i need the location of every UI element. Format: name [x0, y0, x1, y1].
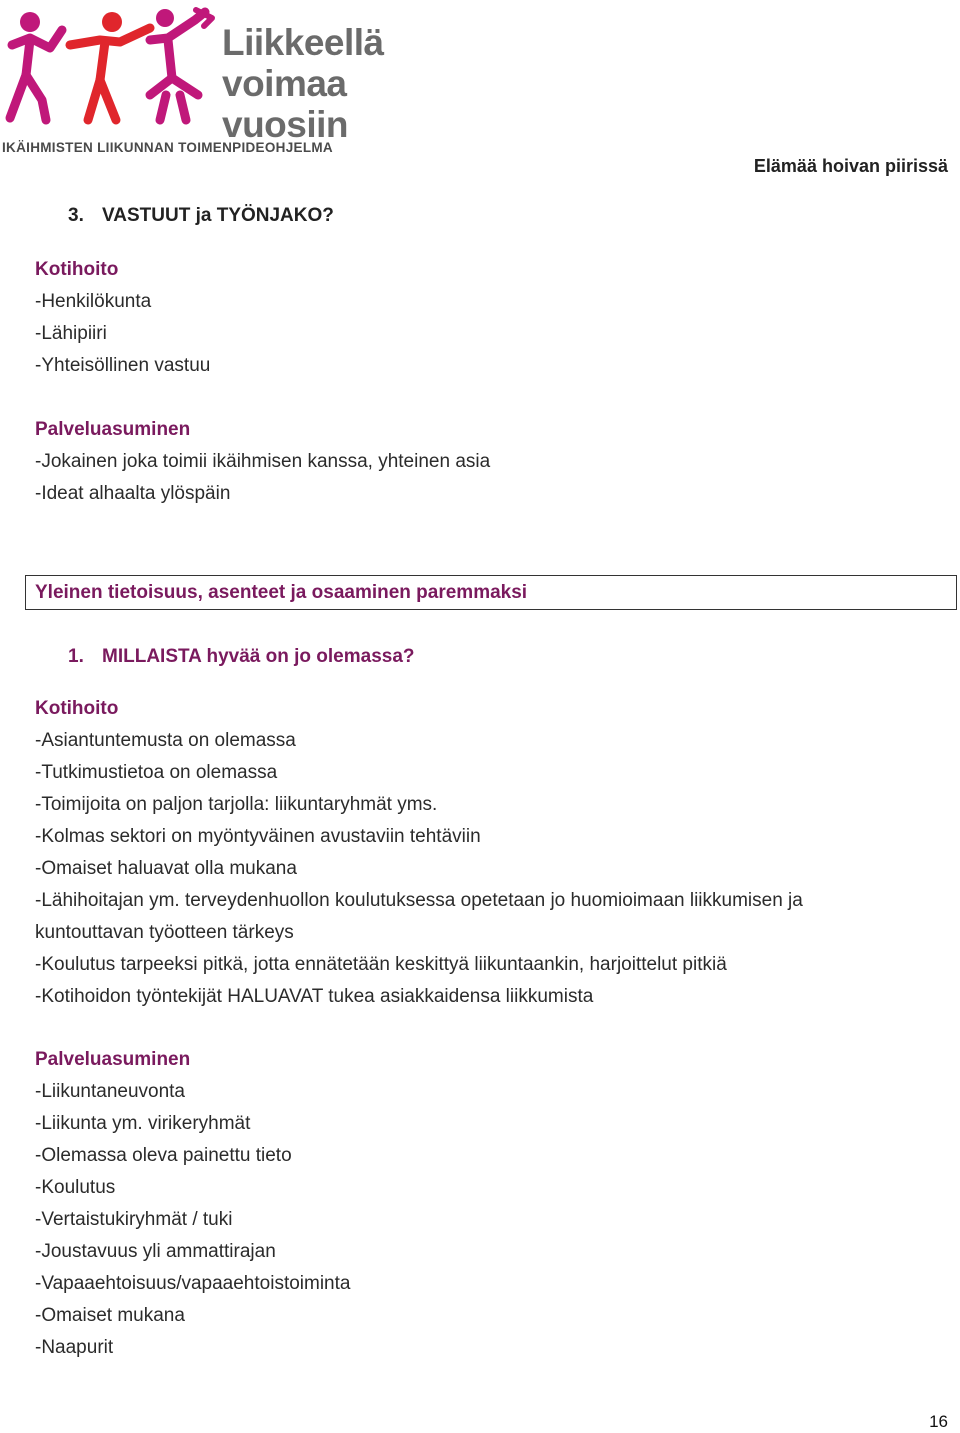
- list-item: -Omaiset mukana: [35, 1305, 185, 1326]
- logo-line-3: vuosiin: [222, 104, 349, 145]
- list-item: -Tutkimustietoa on olemassa: [35, 762, 278, 783]
- palveluasuminen-heading: Palveluasuminen: [35, 1049, 191, 1070]
- list-item: -Lähipiiri: [35, 323, 107, 344]
- kotihoito-heading: Kotihoito: [35, 698, 119, 719]
- list-item: -Asiantuntemusta on olemassa: [35, 730, 296, 751]
- list-item: -Vertaistukiryhmät / tuki: [35, 1209, 233, 1230]
- list-item: -Toimijoita on paljon tarjolla: liikuntaryhmät yms.: [35, 794, 438, 815]
- list-item: -Kotihoidon työntekijät HALUAVAT tukea asiakkaidensa liikkumista: [35, 986, 594, 1007]
- section-1-number: 1.: [68, 646, 84, 667]
- section-1-heading: [68, 646, 415, 668]
- section-3-kotihoito: [35, 254, 210, 382]
- section-1-kotihoito: [35, 693, 803, 1013]
- list-item: -Liikunta ym. virikeryhmät: [35, 1113, 251, 1134]
- palveluasuminen-heading: Palveluasuminen: [35, 419, 191, 440]
- logo-tagline: IKÄIHMISTEN LIIKUNNAN TOIMENPIDEOHJELMA: [2, 140, 333, 155]
- logo-wordmark: [222, 22, 384, 145]
- list-item: -Olemassa oleva painettu tieto: [35, 1145, 292, 1166]
- section-1-title: MILLAISTA hyvää on jo olemassa?: [102, 646, 415, 667]
- list-item: kuntouttavan työotteen tärkeys: [35, 922, 294, 943]
- list-item: -Lähihoitajan ym. terveydenhuollon koulutuksessa opetetaan jo huomioimaan liikkumisen ja: [35, 890, 803, 911]
- section-3-number: 3.: [68, 205, 84, 226]
- section-1-palveluasuminen: [35, 1044, 350, 1364]
- list-item: -Omaiset haluavat olla mukana: [35, 858, 297, 879]
- list-item: -Joustavuus yli ammattirajan: [35, 1241, 276, 1262]
- header-title: Elämää hoivan piirissä: [753, 156, 948, 176]
- list-item: -Koulutus tarpeeksi pitkä, jotta ennätetään keskittyä liikuntaankin, harjoittelut pitkiä: [35, 954, 727, 975]
- boxed-heading: Yleinen tietoisuus, asenteet ja osaaminen paremmaksi: [25, 575, 957, 610]
- list-item: -Koulutus: [35, 1177, 116, 1198]
- kotihoito-heading: Kotihoito: [35, 259, 119, 280]
- list-item: -Jokainen joka toimii ikäihmisen kanssa, yhteinen asia: [35, 451, 491, 472]
- list-item: -Henkilökunta: [35, 291, 152, 312]
- list-item: -Naapurit: [35, 1337, 114, 1358]
- list-item: -Liikuntaneuvonta: [35, 1081, 185, 1102]
- logo-line-1: Liikkeellä: [222, 22, 384, 63]
- logo: [0, 0, 384, 160]
- section-3-heading: [68, 205, 334, 227]
- list-item: -Vapaaehtoisuus/vapaaehtoistoiminta: [35, 1273, 351, 1294]
- section-3-title: VASTUUT ja TYÖNJAKO?: [102, 205, 334, 226]
- list-item: -Kolmas sektori on myöntyväinen avustaviin tehtäviin: [35, 826, 481, 847]
- page-number: 16: [929, 1412, 948, 1431]
- figures-logo-icon: [0, 0, 220, 135]
- section-3-palveluasuminen: [35, 414, 490, 510]
- list-item: -Yhteisöllinen vastuu: [35, 355, 211, 376]
- list-item: -Ideat alhaalta ylöspäin: [35, 483, 231, 504]
- logo-line-2: voimaa: [222, 63, 347, 104]
